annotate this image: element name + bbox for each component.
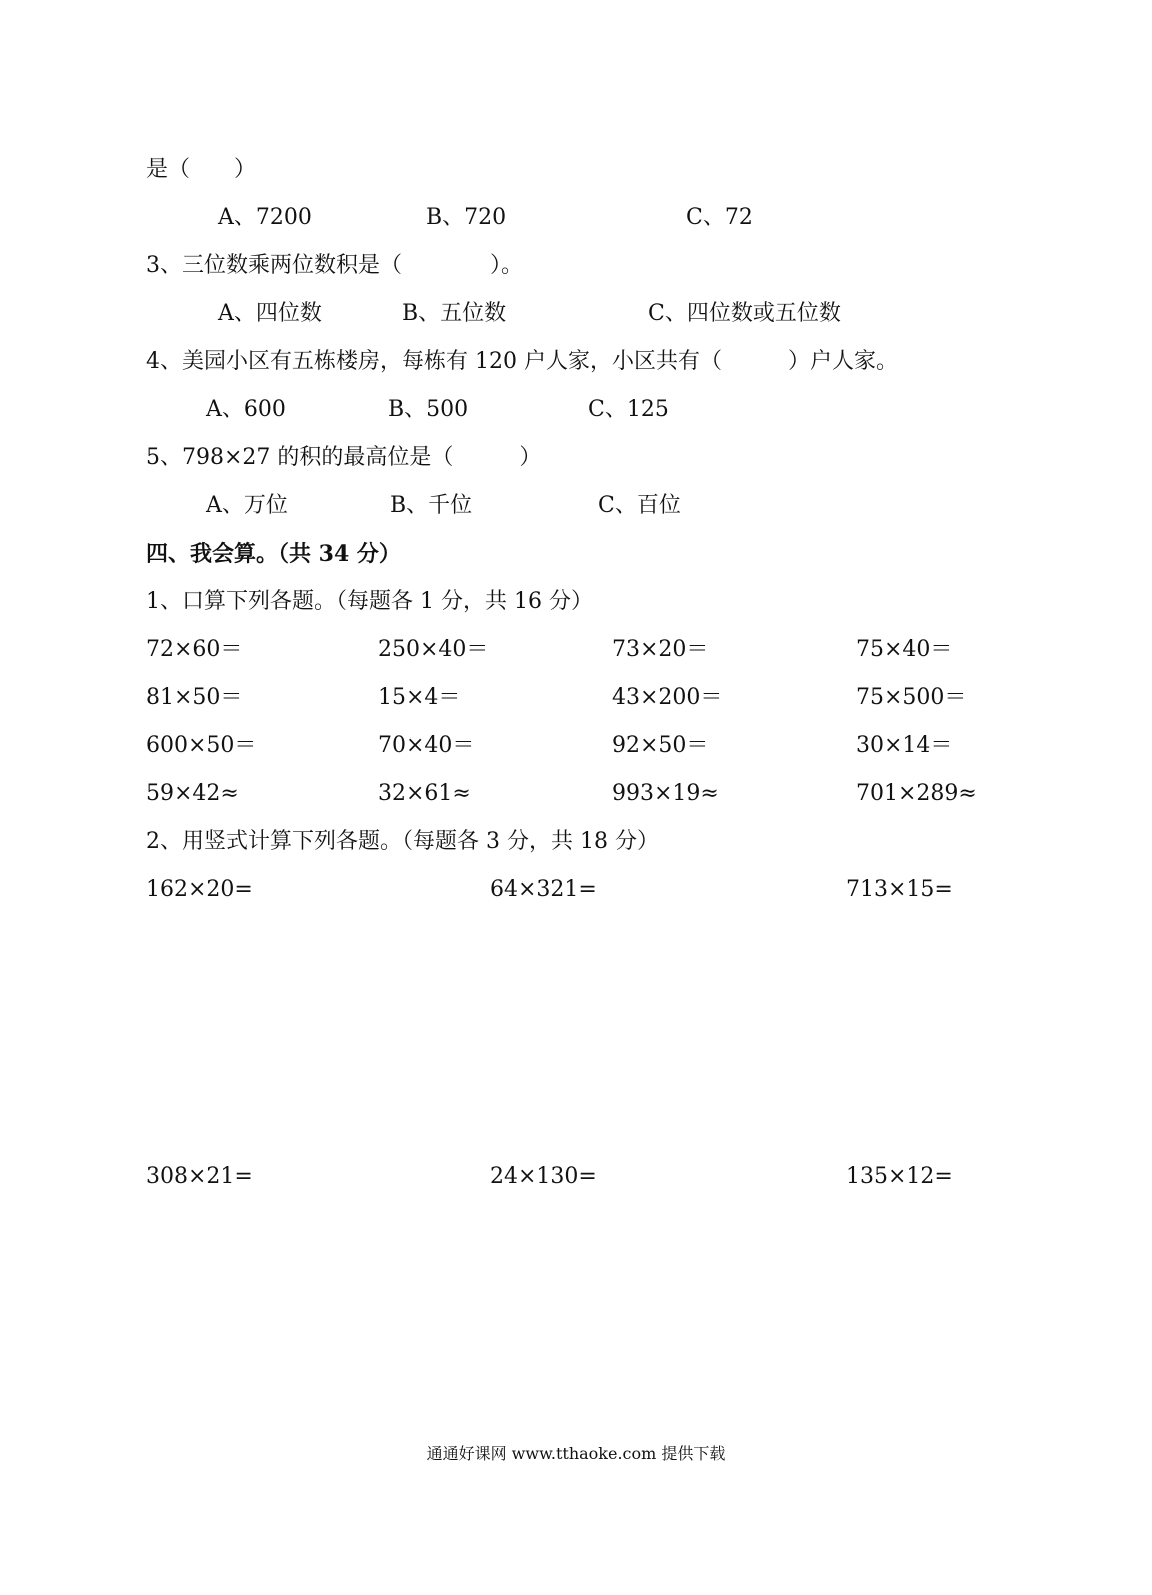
mental-calc-item: 70×40＝ (378, 733, 475, 758)
q2-option-b: B、720 (426, 205, 507, 230)
footer-credit: 通通好课网 www.tthaoke.com 提供下载 (426, 1444, 726, 1463)
mental-calc-item: 600×50＝ (146, 733, 257, 758)
vertical-calc-item: 24×130= (490, 1164, 597, 1189)
q3-option-b: B、五位数 (402, 301, 507, 326)
q5-option-c: C、百位 (598, 493, 681, 518)
mental-calc-item: 993×19≈ (612, 781, 719, 806)
q4-stem: 4、美园小区有五栋楼房，每栋有 120 户人家，小区共有（ ）户人家。 (146, 349, 898, 374)
q5-stem: 5、798×27 的积的最高位是（ ） (146, 445, 542, 470)
mental-calc-item: 59×42≈ (146, 781, 239, 806)
mental-calc-item: 43×200＝ (612, 685, 723, 710)
q4-option-a: A、600 (206, 397, 286, 422)
q2-option-c: C、72 (686, 205, 753, 230)
mental-calc-item: 30×14＝ (856, 733, 953, 758)
mental-calc-item: 75×500＝ (856, 685, 967, 710)
mental-calc-item: 92×50＝ (612, 733, 709, 758)
mental-calc-item: 72×60＝ (146, 637, 243, 662)
section-heading: 四、我会算。（共 34 分） (146, 541, 401, 567)
q2-option-a: A、7200 (218, 205, 312, 230)
mental-calc-item: 73×20＝ (612, 637, 709, 662)
q5-option-b: B、千位 (390, 493, 473, 518)
mental-calc-item: 15×4＝ (378, 685, 461, 710)
q5-option-a: A、万位 (206, 493, 288, 518)
mental-calc-item: 75×40＝ (856, 637, 953, 662)
vertical-calc-item: 308×21= (146, 1164, 253, 1189)
q3-stem: 3、三位数乘两位数积是（ ）。 (146, 253, 523, 278)
mental-calc-item: 701×289≈ (856, 781, 977, 806)
vertical-calc-item: 135×12= (846, 1164, 953, 1189)
q3-option-c: C、四位数或五位数 (648, 301, 841, 326)
mental-calc-item: 250×40＝ (378, 637, 489, 662)
vertical-calc-item: 713×15= (846, 877, 953, 902)
part2-title: 2、用竖式计算下列各题。（每题各 3 分，共 18 分） (146, 829, 659, 854)
q4-option-b: B、500 (388, 397, 469, 422)
mental-calc-item: 81×50＝ (146, 685, 243, 710)
mental-calc-item: 32×61≈ (378, 781, 471, 806)
q4-option-c: C、125 (588, 397, 669, 422)
part1-title: 1、口算下列各题。（每题各 1 分，共 16 分） (146, 589, 593, 614)
q3-option-a: A、四位数 (218, 301, 322, 326)
q2-stem-tail: 是（ ） (146, 157, 257, 182)
vertical-calc-item: 64×321= (490, 877, 597, 902)
vertical-calc-item: 162×20= (146, 877, 253, 902)
